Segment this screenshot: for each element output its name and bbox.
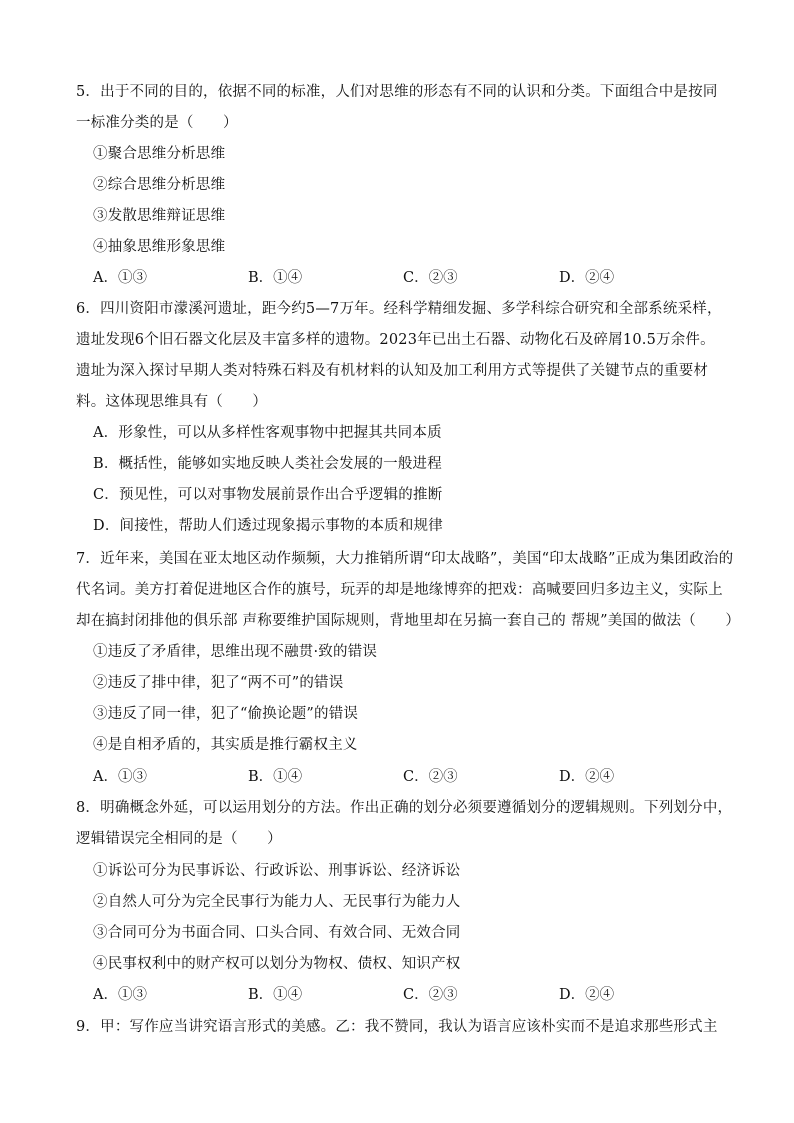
- q8-choice-b: B．①④: [248, 987, 303, 1003]
- q5-stem-line-2: 一标准分类的是（ ）: [76, 115, 238, 131]
- q8-choice-c: C．②③: [403, 987, 458, 1003]
- q7-stem-line-1: 7．近年来，美国在亚太地区动作频频，大力推销所谓“印太战略”，美国“印太战略”正成为集团政治的: [76, 551, 734, 567]
- q7-choice-b: B．①④: [248, 769, 303, 785]
- q8-option-3: ③合同可分为书面合同、口头合同、有效合同、无效合同: [93, 925, 461, 941]
- q5-choice-d: D．②④: [559, 270, 615, 286]
- q7-choices: [93, 767, 693, 787]
- q8-option-4: ④民事权利中的财产权可以划分为物权、债权、知识产权: [93, 956, 461, 972]
- q8-choice-a: A．①③: [93, 987, 147, 1003]
- q5-option-4: ④抽象思维形象思维: [93, 239, 226, 255]
- q5-choice-b: B．①④: [248, 270, 303, 286]
- q8-option-1: ①诉讼可分为民事诉讼、行政诉讼、刑事诉讼、经济诉讼: [93, 863, 461, 879]
- q7-option-4: ④是自相矛盾的，其实质是推行霸权主义: [93, 737, 358, 753]
- q7-stem-line-2: 代名词。美方打着促进地区合作的旗号，玩弄的却是地缘博弈的把戏：高喊要回归多边主义，实际上: [76, 582, 723, 598]
- q6-option-a: A．形象性，可以从多样性客观事物中把握其共同本质: [93, 425, 442, 441]
- q5-choice-c: C．②③: [403, 270, 458, 286]
- q6-option-c: C．预见性，可以对事物发展前景作出合乎逻辑的推断: [93, 487, 443, 503]
- q8-choice-d: D．②④: [559, 987, 615, 1003]
- q6-stem-line-3: 遗址为深入探讨早期人类对特殊石料及有机材料的认知及加工利用方式等提供了关键节点的重要材: [76, 363, 709, 379]
- q8-option-2: ②自然人可分为完全民事行为能力人、无民事行为能力人: [93, 894, 461, 910]
- q5-choices: [93, 268, 693, 288]
- q7-choice-a: A．①③: [93, 769, 147, 785]
- q7-option-3: ③违反了同一律，犯了“偷换论题”的错误: [93, 706, 359, 722]
- q5-stem-line-1: 5．出于不同的目的，依据不同的标准，人们对思维的形态有不同的认识和分类。下面组合中是按同: [76, 84, 718, 100]
- q5-choice-a: A．①③: [93, 270, 147, 286]
- q9-stem-line-1: 9．甲：写作应当讲究语言形式的美感。乙：我不赞同，我认为语言应该朴实而不是追求那些形式主: [76, 1019, 718, 1035]
- q5-option-3: ③发散思维辩证思维: [93, 208, 226, 224]
- q6-option-b: B．概括性，能够如实地反映人类社会发展的一般进程: [93, 456, 442, 472]
- q8-stem-line-2: 逻辑错误完全相同的是（ ）: [76, 831, 282, 847]
- q5-option-2: ②综合思维分析思维: [93, 177, 226, 193]
- q7-option-2: ②违反了排中律，犯了“两不可”的错误: [93, 675, 344, 691]
- q8-stem-line-1: 8．明确概念外延，可以运用划分的方法。作出正确的划分必须要遵循划分的逻辑规则。下列划分中，: [76, 800, 733, 816]
- q6-option-d: D．间接性，帮助人们透过现象揭示事物的本质和规律: [93, 518, 443, 534]
- q7-stem-line-3: 却在搞封闭排他的俱乐部 声称要维护国际规则，背地里却在另搞一套自己的 帮规”美国的做法（ ）: [76, 613, 741, 629]
- q6-stem-line-1: 6．四川资阳市濛溪河遗址，距今约5—7万年。经科学精细发掘、多学科综合研究和全部系统采样，: [76, 301, 722, 317]
- q6-stem-line-2: 遗址发现6个旧石器文化层及丰富多样的遗物。2023年已出土石器、动物化石及碎屑10.5万余件。: [76, 332, 715, 348]
- q8-choices: [93, 985, 693, 1005]
- q7-option-1: ①违反了矛盾律，思维出现不融贯·致的错误: [93, 644, 378, 660]
- q6-stem-line-4: 料。这体现思维具有（ ）: [76, 394, 268, 410]
- q7-choice-d: D．②④: [559, 769, 615, 785]
- q5-option-1: ①聚合思维分析思维: [93, 146, 226, 162]
- q7-choice-c: C．②③: [403, 769, 458, 785]
